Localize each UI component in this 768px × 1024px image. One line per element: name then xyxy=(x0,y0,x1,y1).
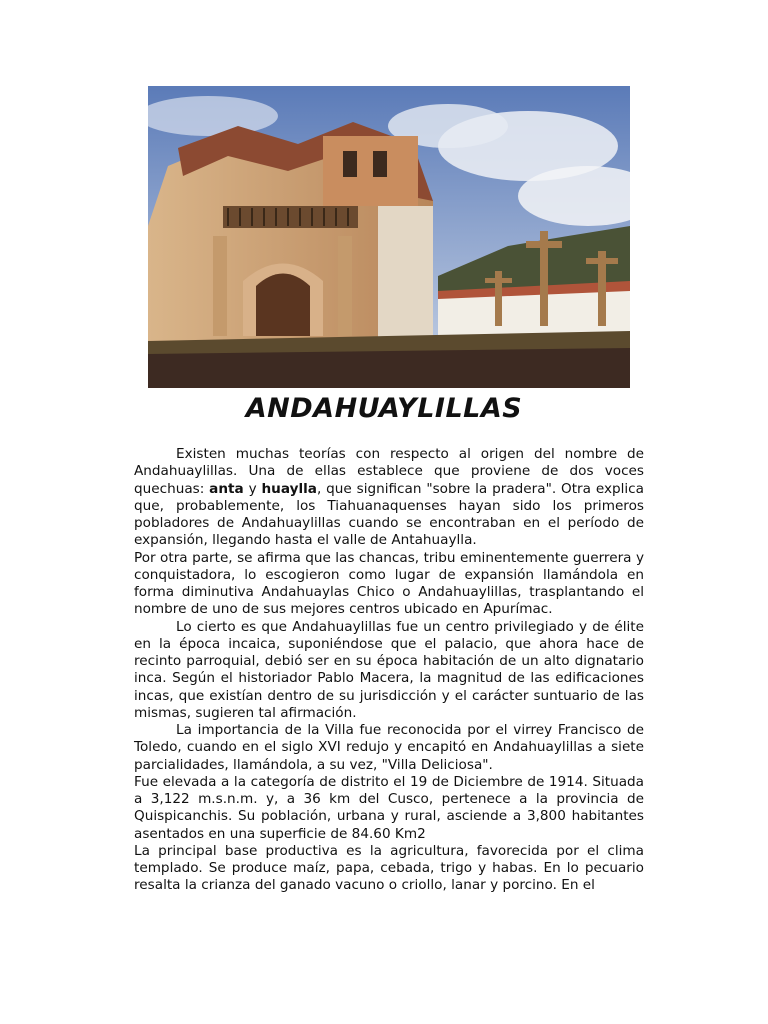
church-photo xyxy=(148,86,630,388)
church-illustration xyxy=(148,86,630,388)
paragraph-3: Lo cierto es que Andahuaylillas fue un centro privilegiado y de élite en la época incaica, suponiéndose que el palacio, que ahora hace de recinto parroquial, debió ser en su época habitación de un alto dignatario inca. Según el historiador Pablo Macera, la magnitud de las edificaciones incas, que existían dentro de su jurisdicción y el carácter suntuario de las mismas, sugieren tal afirmación. xyxy=(134,618,644,721)
term-huaylla: huaylla xyxy=(261,480,317,497)
paragraph-2: Por otra parte, se afirma que las chancas, tribu eminentemente guerrera y conquistadora, lo escogieron como lugar de expansión llamándola en forma diminutiva Andahuaylas Chico o Andahuaylillas, trasplantando el nombre de uno de sus mejores centros ubicado en Apurímac. xyxy=(134,549,644,618)
paragraph-5: Fue elevada a la categoría de distrito el 19 de Diciembre de 1914. Situada a 3,122 m.s.n.m. y, a 36 km del Cusco, pertenece a la provincia de Quispicanchis. Su población, urbana y rural, asciende a 3,800 habitantes asentados en una superficie de 84.60 Km2 xyxy=(134,773,644,842)
paragraph-6: La principal base productiva es la agricultura, favorecida por el clima templado. Se produce maíz, papa, cebada, trigo y habas. En lo pecuario resalta la crianza del ganado vacuno o criollo, lanar y porcino. En el xyxy=(134,842,644,894)
paragraph-1-text-b: y xyxy=(243,480,262,497)
paragraph-4: La importancia de la Villa fue reconocida por el virrey Francisco de Toledo, cuando en el siglo XVI redujo y encapitó en Andahuaylillas a siete parcialidades, llamándola, a su vez, "Villa Deliciosa". xyxy=(134,722,644,773)
paragraph-1 xyxy=(134,446,644,550)
article-body xyxy=(134,446,644,895)
paragraph-1-text-c: , que significan "sobre la pradera". Otra explica que, probablemente, los Tiahuanaquenses hayan sido los primeros pobladores de Andahuaylillas cuando se encontraban en el período de expansión, llegando hasta el valle de Antahuaylla. xyxy=(134,480,644,549)
term-anta: anta xyxy=(209,480,244,497)
page-title: ANDAHUAYLILLAS xyxy=(245,393,523,424)
paragraph-1-text-a: Existen muchas teorías con respecto al origen del nombre de Andahuaylillas. Una de ellas establece que proviene de dos voces quechuas: xyxy=(134,446,644,497)
